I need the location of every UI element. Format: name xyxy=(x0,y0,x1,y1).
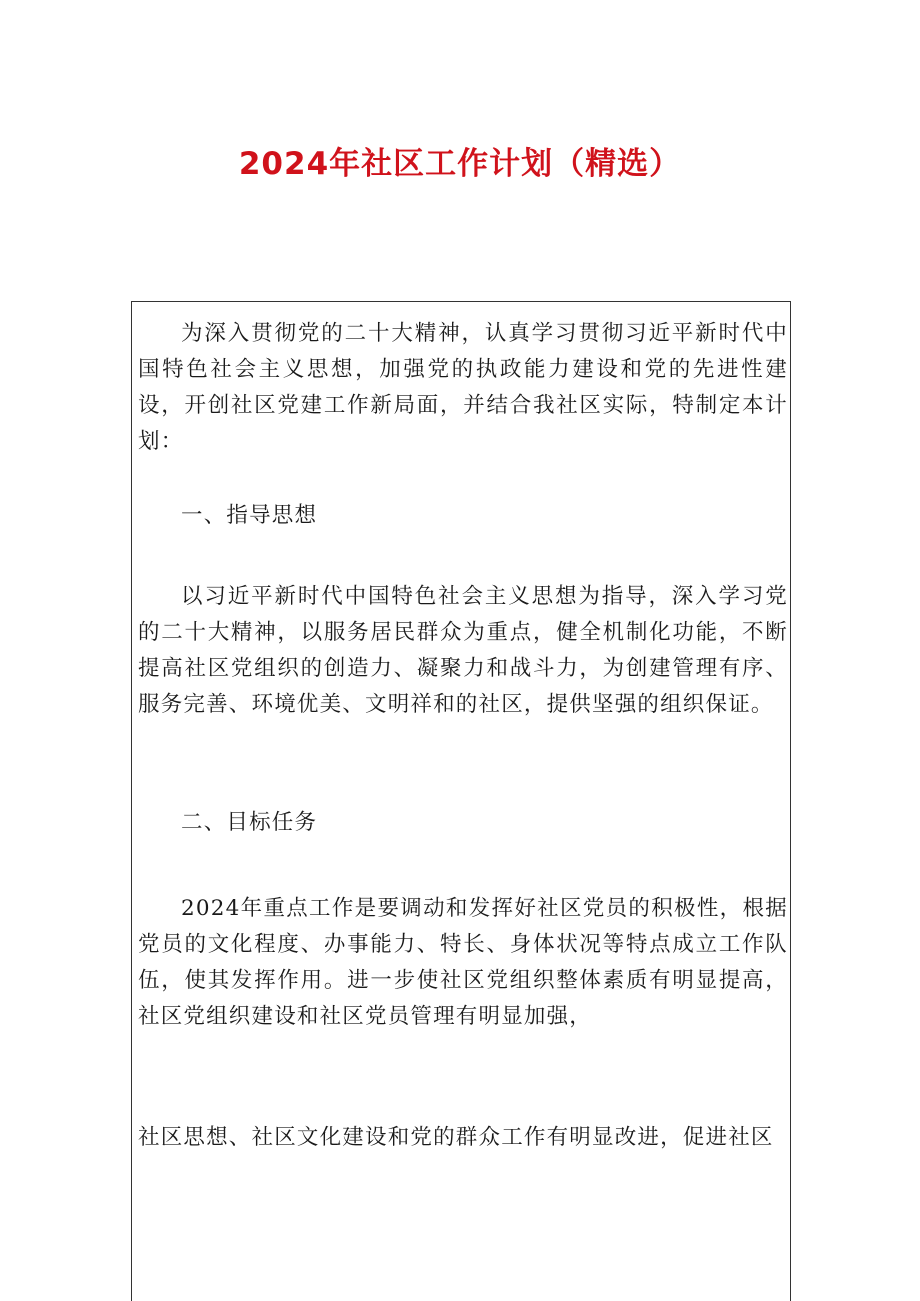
section-heading-goals: 二、目标任务 xyxy=(181,810,318,835)
goals-continuation-paragraph: 社区思想、社区文化建设和党的群众工作有明显改进，促进社区 xyxy=(138,1125,774,1150)
intro-paragraph: 为深入贯彻党的二十大精神，认真学习贯彻习近平新时代中国特色社会主义思想，加强党的执政能力建设和党的先进性建设，开创社区党建工作新局面，并结合我社区实际，特制定本计划： xyxy=(138,321,788,454)
content-frame xyxy=(131,301,791,1301)
section-heading-guiding-thought: 一、指导思想 xyxy=(181,503,318,528)
guiding-thought-paragraph: 以习近平新时代中国特色社会主义思想为指导，深入学习党的二十大精神，以服务居民群众为重点，健全机制化功能，不断提高社区党组织的创造力、凝聚力和战斗力，为创建管理有序、服务完善、环境优美、文明祥和的社区，提供坚强的组织保证。 xyxy=(138,584,788,717)
document-title: 2024年社区工作计划（精选） xyxy=(238,146,682,182)
goals-paragraph: 2024年重点工作是要调动和发挥好社区党员的积极性，根据党员的文化程度、办事能力、特长、身体状况等特点成立工作队伍，使其发挥作用。进一步使社区党组织整体素质有明显提高，社区党组织建设和社区党员管理有明显加强， xyxy=(138,896,788,1029)
